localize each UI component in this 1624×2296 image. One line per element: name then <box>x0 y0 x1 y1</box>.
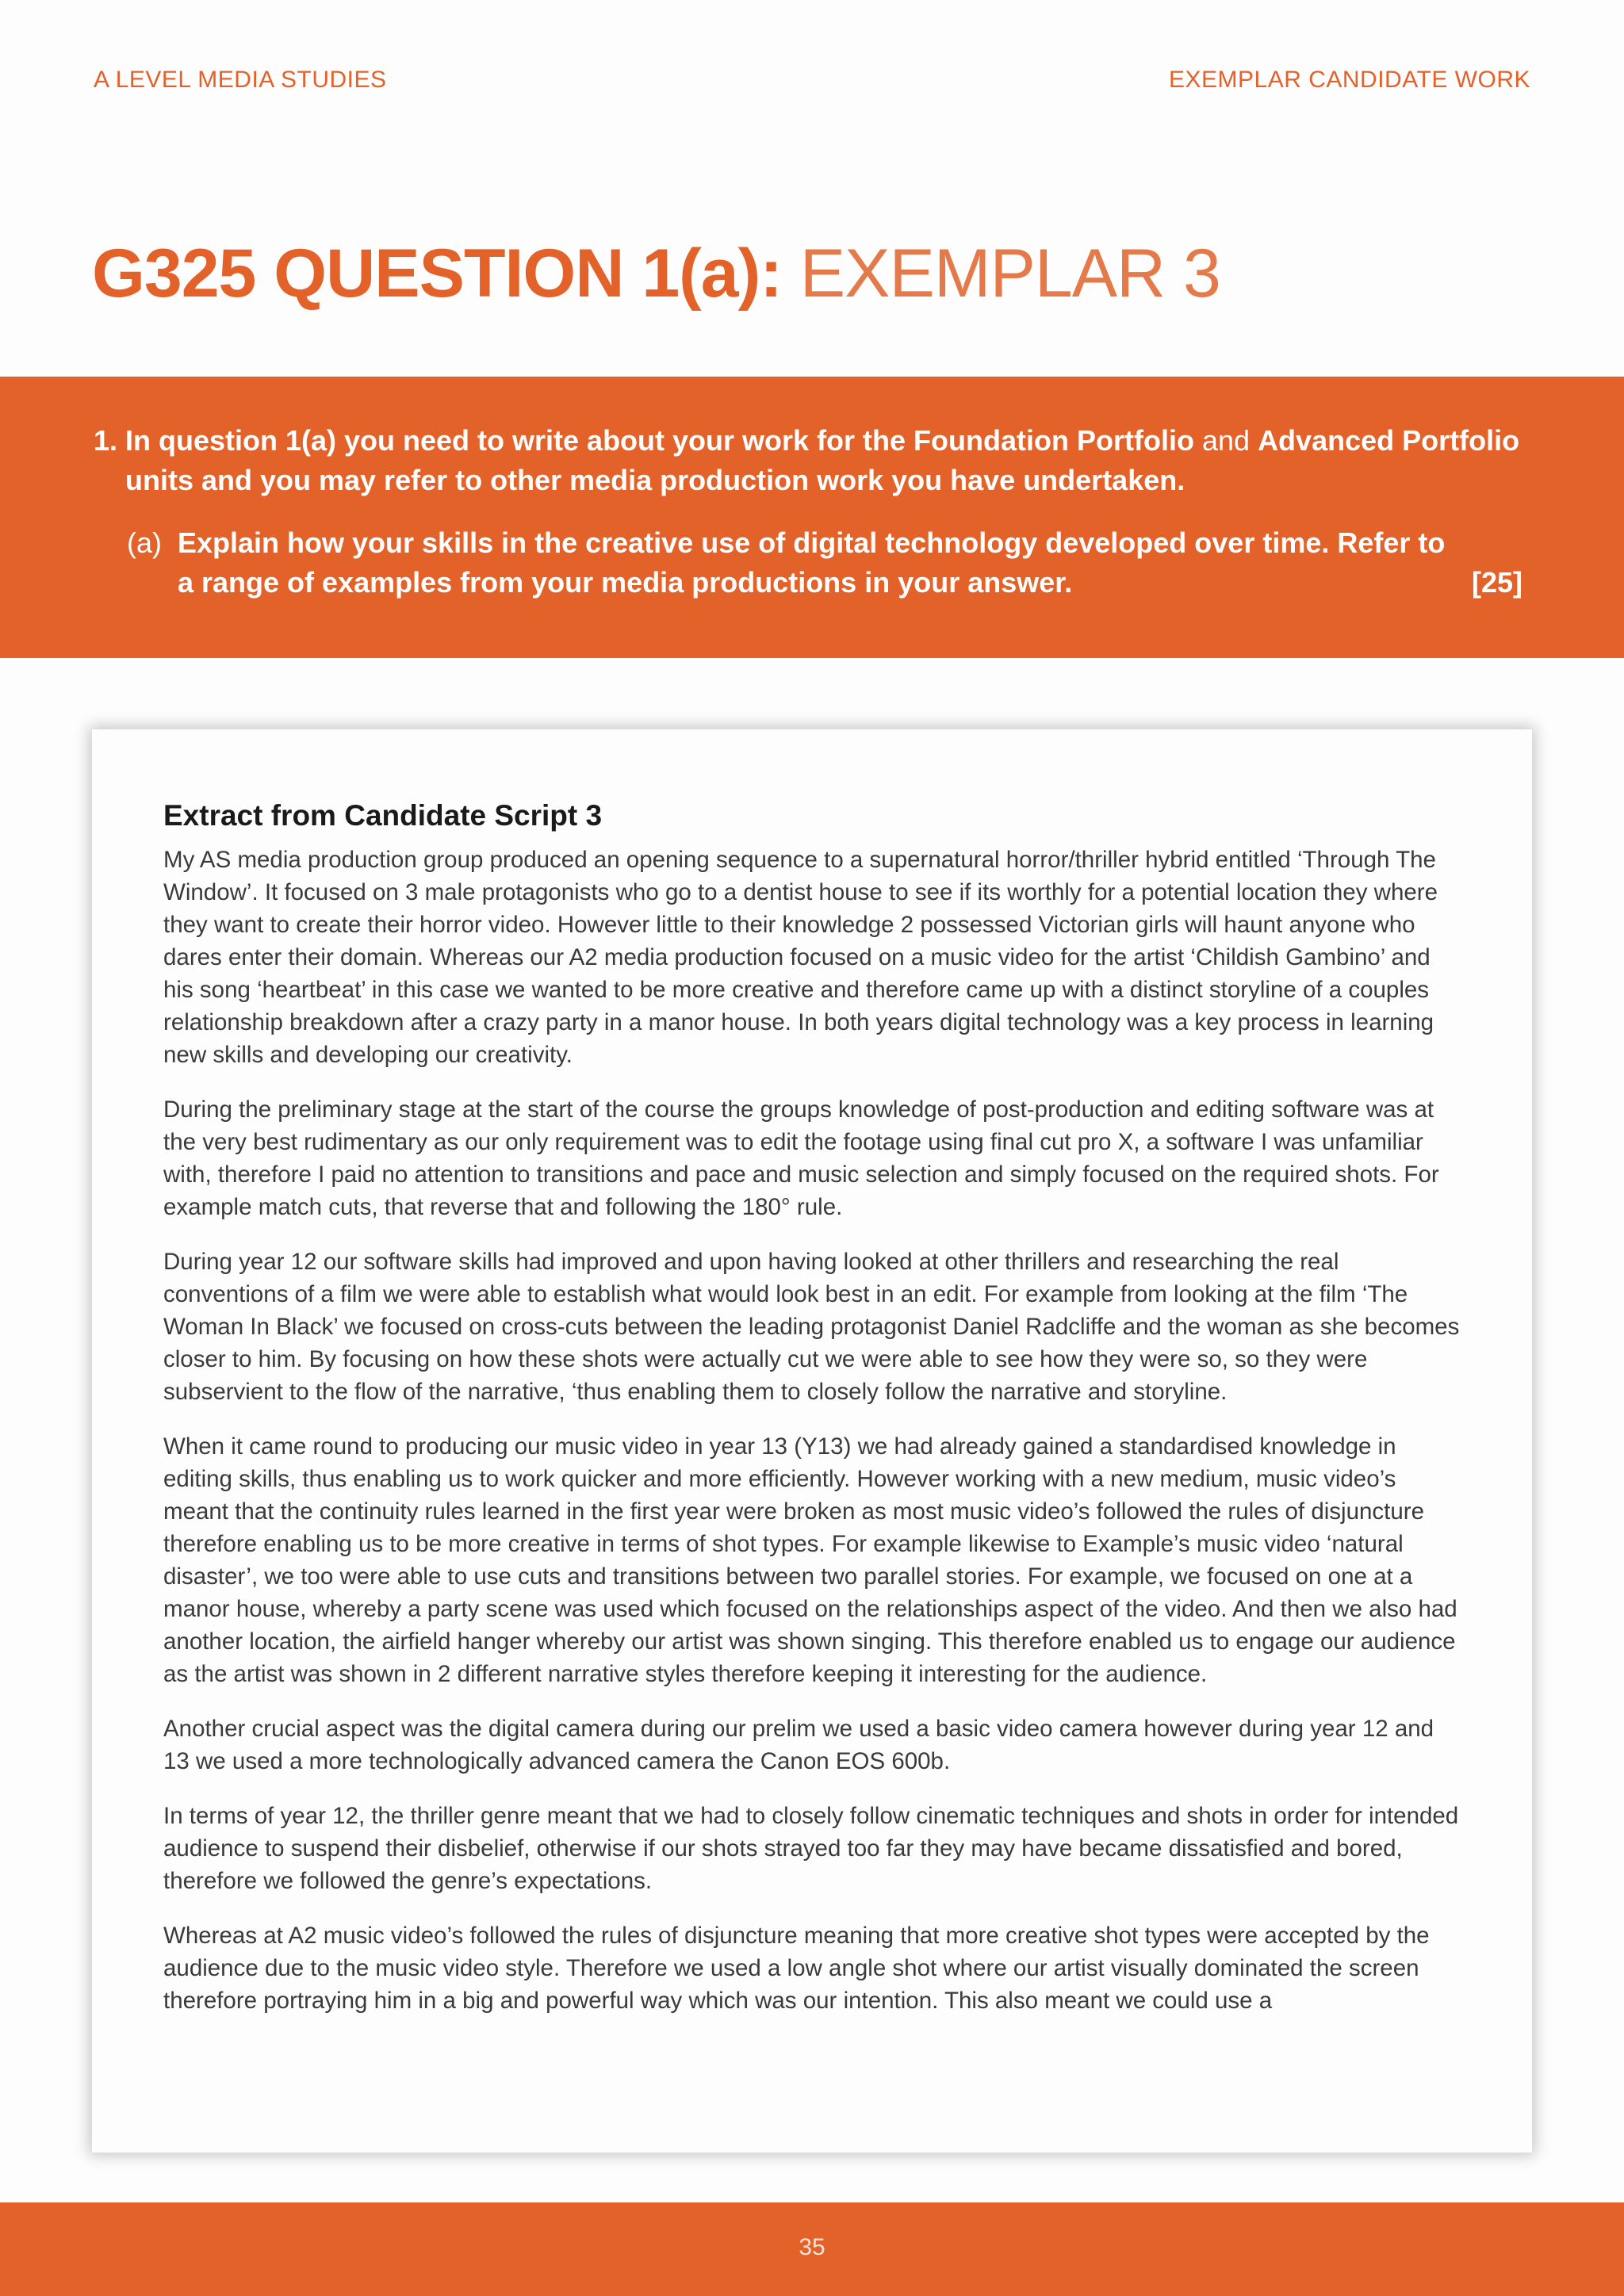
page-title-bold: G325 QUESTION 1(a): <box>92 235 782 312</box>
sub-question <box>127 523 1522 603</box>
header-section: EXEMPLAR CANDIDATE WORK <box>1168 67 1530 93</box>
extract-paragraph: When it came round to producing our music video in year 13 (Y13) we had already gained a standardised knowledge in editing skills, thus enabling us to work quicker and more efficiently. However working with a new medium, music video’s meant that the continuity rules learned in the first year were broken as most music video’s followed the rules of disjuncture therefore enabling us to be more creative in terms of shot types. For example likewise to Example’s music video ‘natural disaster’, we too were able to use cuts and transitions between two parallel stories. For example, we focused on one at a manor house, whereby a party scene was used which focused on the relationships aspect of the video. And then we also had another location, the airfield hanger whereby our artist was shown singing. This therefore enabled us to engage our audience as the artist was shown in 2 different narrative styles therefore keeping it interesting for the audience. <box>163 1433 1457 1687</box>
extract-paragraph: During the preliminary stage at the start of the course the groups knowledge of post-production and editing software was at the very best rudimentary as our only requirement was to edit the footage using final cut pro X, a software I was unfamiliar with, therefore I paid no attention to transitions and pace and music selection and simply focused on the required shots. For example match cuts, that reverse that and following the 180° rule. <box>163 1096 1439 1220</box>
sub-question-text: Explain how your skills in the creative use of digital technology developed over time. Refer to a range of examples from your media productions in your answer. <box>178 526 1446 599</box>
question-main <box>94 421 1529 500</box>
page-title-light: EXEMPLAR 3 <box>781 235 1220 312</box>
candidate-script-extract <box>92 729 1532 2152</box>
question-text-plain: and <box>1193 424 1258 457</box>
question-text-bold-1: In question 1(a) you need to write about your work for the Foundation Portfolio <box>125 424 1194 457</box>
extract-title: Extract from Candidate Script 3 <box>163 799 603 832</box>
question-number: 1. <box>94 424 118 457</box>
footer-band <box>0 2202 1624 2296</box>
extract-paragraph: My AS media production group produced an opening sequence to a supernatural horror/thriller hybrid entitled ‘Through The Window’. It focused on 3 male protagonists who go to a dentist house to see if its worthly for a potential location they where they want to create their horror video. However little to their knowledge 2 possessed Victorian girls will haunt anyone who dares enter their domain. Whereas our A2 media production focused on a music video for the artist ‘Childish Gambino’ and his song ‘heartbeat’ in this case we wanted to be more creative and therefore came up with a distinct storyline of a couples relationship breakdown after a crazy party in a manor house. In both years digital technology was a key process in learning new skills and developing our creativity. <box>163 847 1438 1068</box>
sub-question-label: (a) <box>127 526 162 559</box>
question-text-bold-2: Advanced Portfolio units and you may refer to other media production work you have undertaken. <box>125 424 1520 496</box>
header-subject: A LEVEL MEDIA STUDIES <box>94 67 387 93</box>
page-number: 35 <box>799 2234 825 2260</box>
extract-paragraph: Whereas at A2 music video’s followed the rules of disjuncture meaning that more creative shot types were accepted by the audience due to the music video style. Therefore we used a low angle shot where our artist visually dominated the screen therefore portraying him in a big and powerful way which was our intention. This also meant we could use a <box>163 1923 1430 2014</box>
question-band <box>0 377 1624 658</box>
extract-paragraph: In terms of year 12, the thriller genre meant that we had to closely follow cinematic techniques and shots in order for intended audience to suspend their disbelief, otherwise if our shots strayed too far they may have became dissatisfied and bored, therefore we followed the genre’s expectations. <box>163 1803 1459 1894</box>
page-title <box>92 234 1220 313</box>
extract-paragraph: During year 12 our software skills had improved and upon having looked at other thrillers and researching the real conventions of a film we were able to establish what would look best in an edit. For example from looking at the film ‘The Woman In Black’ we focused on cross-cuts between the leading protagonist Daniel Radcliffe and the woman as she becomes closer to him. By focusing on how these shots were actually cut we were able to see how they were so, so they were subservient to the flow of the narrative, ‘thus enabling them to closely follow the narrative and storyline. <box>163 1249 1460 1405</box>
extract-paragraph: Another crucial aspect was the digital camera during our prelim we used a basic video camera however during year 12 and 13 we used a more technologically advanced camera the Canon EOS 600b. <box>163 1716 1434 1774</box>
question-marks: [25] <box>1471 566 1522 599</box>
question-text <box>125 421 1529 500</box>
